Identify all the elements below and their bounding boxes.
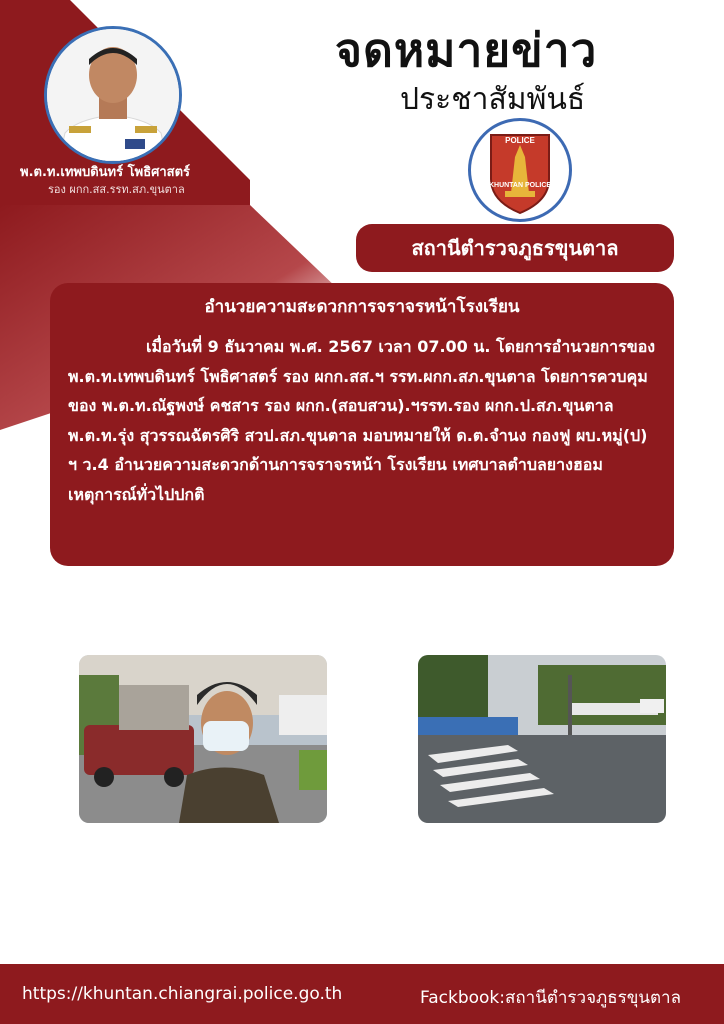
facebook-link[interactable]: Fackbook:สถานีตำรวจภูธรขุนตาล [420, 988, 682, 1008]
officer-role: รอง ผกก.สส.รรท.สภ.ขุนตาล [48, 183, 185, 196]
officer-avatar [44, 26, 182, 164]
officer-selfie-photo [79, 655, 327, 823]
station-label: สถานีตำรวจภูธรขุนตาล [356, 224, 674, 272]
badge-bottom-text: KHUNTAN POLICE [488, 182, 552, 189]
police-badge-logo [468, 118, 572, 222]
news-box [50, 283, 674, 566]
news-body: เมื่อวันที่ 9 ธันวาคม พ.ศ. 2567 เวลา 07.00 น. โดยการอำนวยการของ พ.ต.ท.เทพบดินทร์ โพธิศาสตร์ รอง ผกก.สส.ฯ รรท.ผกก.สภ.ขุนตาล โดยการควบคุมของ พ.ต.ท.ณัฐพงษ์ คชสาร รอง ผกก.(สอบสวน).ฯรรท.รอง ผกก.ป.สภ.ขุนตาล พ.ต.ท.รุ่ง สุวรรณฉัตรศิริ สวป.สภ.ขุนตาล มอบหมายให้ ด.ต.จำนง กองฟู ผบ.หมู่(ป) ฯ ว.4 อำนวยความสะดวกด้านการจราจรหน้า โรงเรียน เทศบาลตำบลยางฮอม เหตุการณ์ทั่วไปปกติ [68, 337, 656, 504]
footer-bar [0, 964, 724, 1024]
newsletter-title: จดหมายข่าว [335, 23, 598, 77]
website-link[interactable]: https://khuntan.chiangrai.police.go.th [22, 984, 343, 1004]
officer-name: พ.ต.ท.เทพบดินทร์ โพธิศาสตร์ [20, 165, 191, 180]
news-title: อำนวยความสะดวกการจราจรหน้าโรงเรียน [204, 297, 520, 317]
newsletter-subtitle: ประชาสัมพันธ์ [400, 82, 586, 117]
school-crosswalk-photo [418, 655, 666, 823]
badge-top-text: POLICE [505, 136, 535, 145]
